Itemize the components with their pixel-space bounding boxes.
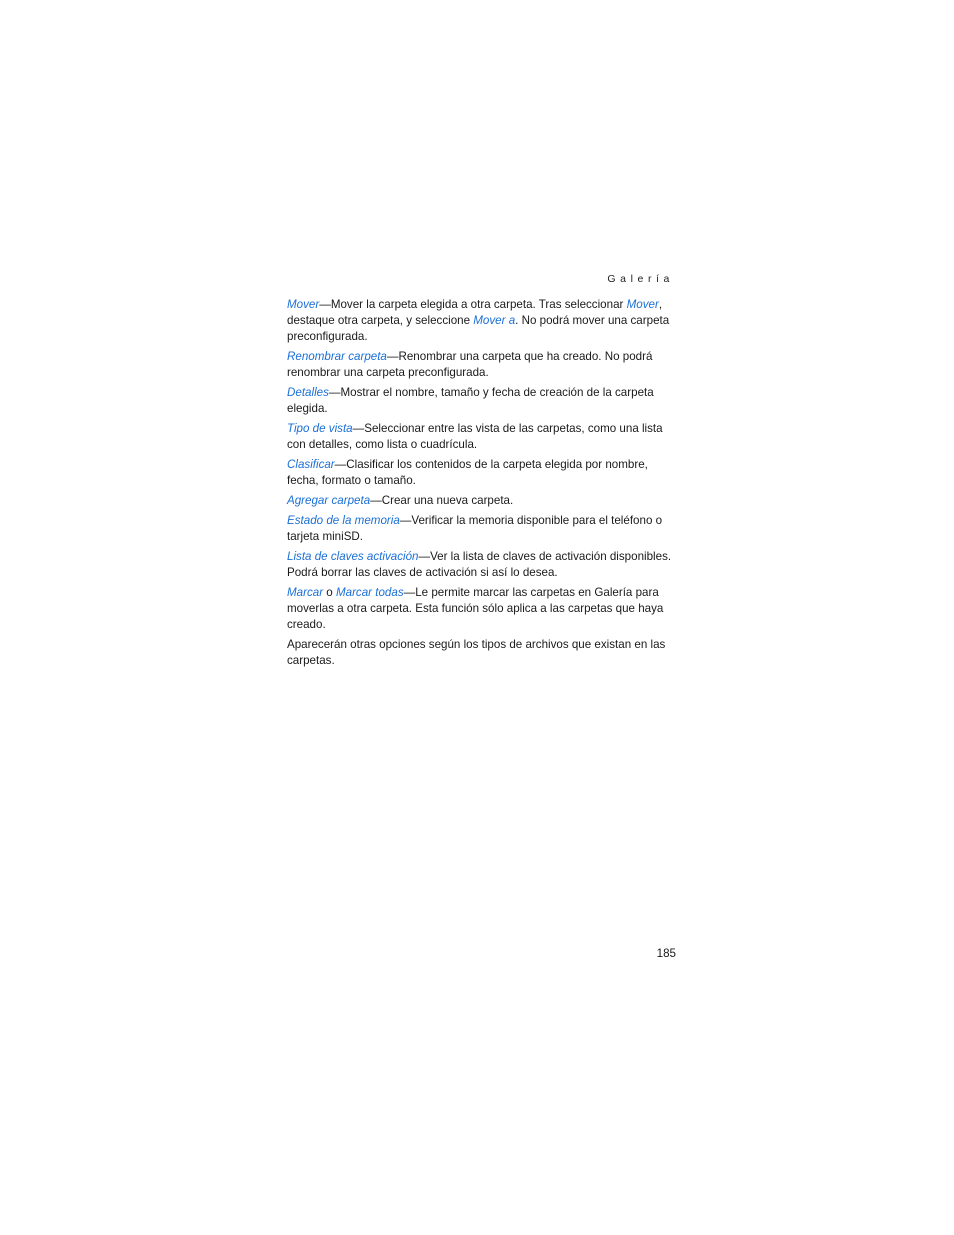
option-description: —Verificar la memoria disponible para el teléfono o	[399, 514, 663, 527]
option-description: —Ver la lista de claves de activación disponibles.	[418, 550, 672, 563]
option-clasificar	[287, 457, 679, 489]
option-term: Detalles	[287, 386, 329, 399]
option-description: —Renombrar una carpeta que ha creado. No podrá renombrar una carpeta preconfigurada.	[287, 350, 653, 379]
option-marcar	[287, 585, 679, 633]
option-estado-de-la-memoria	[287, 513, 679, 545]
option-description: —Mostrar el nombre, tamaño y fecha de creación de la carpeta elegida.	[287, 386, 654, 415]
option-description: —Mover la carpeta elegida a otra carpeta. Tras seleccionar	[319, 298, 627, 311]
option-description: —Clasificar los contenidos de la carpeta elegida por nombre, fecha, formato o tamaño.	[287, 458, 648, 487]
option-lista-de-claves-activacion	[287, 549, 679, 581]
option-term: Tipo de vista	[287, 422, 353, 435]
option-term: Marcar todas	[335, 586, 404, 599]
option-description-continued: Podrá borrar las claves de activación si así lo desea.	[287, 566, 558, 579]
option-term: Lista de claves activación	[287, 550, 419, 563]
option-term: Estado de la memoria	[287, 514, 400, 527]
option-mover	[287, 297, 679, 345]
option-term: Mover	[626, 298, 659, 311]
option-description: —Crear una nueva carpeta.	[370, 494, 514, 507]
option-renombrar-carpeta	[287, 349, 679, 381]
option-description: o	[323, 586, 336, 599]
option-description: —Seleccionar entre las vista de las carpetas, como una lista con detalles, como lista o cuadrícula.	[287, 422, 663, 451]
option-term: Renombrar carpeta	[287, 350, 387, 363]
option-term: Mover a	[473, 314, 516, 327]
option-tipo-de-vista	[287, 421, 679, 453]
option-description: —Le permite marcar las carpetas en Galería para moverlas a otra carpeta. Esta función sólo aplica a las carpetas que haya creado.	[287, 586, 664, 631]
running-header: Galería	[607, 273, 674, 285]
option-detalles	[287, 385, 679, 417]
option-term: Agregar carpeta	[287, 494, 371, 507]
closing-paragraph: Aparecerán otras opciones según los tipos de archivos que existan en las carpetas.	[287, 638, 666, 667]
page-number: 185	[656, 947, 676, 960]
options-list	[287, 297, 679, 673]
option-term: Marcar	[287, 586, 324, 599]
option-description-continued: tarjeta miniSD.	[287, 530, 364, 543]
option-description: , destaque otra carpeta, y seleccione	[287, 298, 663, 327]
option-agregar-carpeta	[287, 493, 679, 509]
option-term: Clasificar	[287, 458, 335, 471]
option-term: Mover	[287, 298, 320, 311]
option-description: . No podrá mover una carpeta preconfigurada.	[287, 314, 670, 343]
